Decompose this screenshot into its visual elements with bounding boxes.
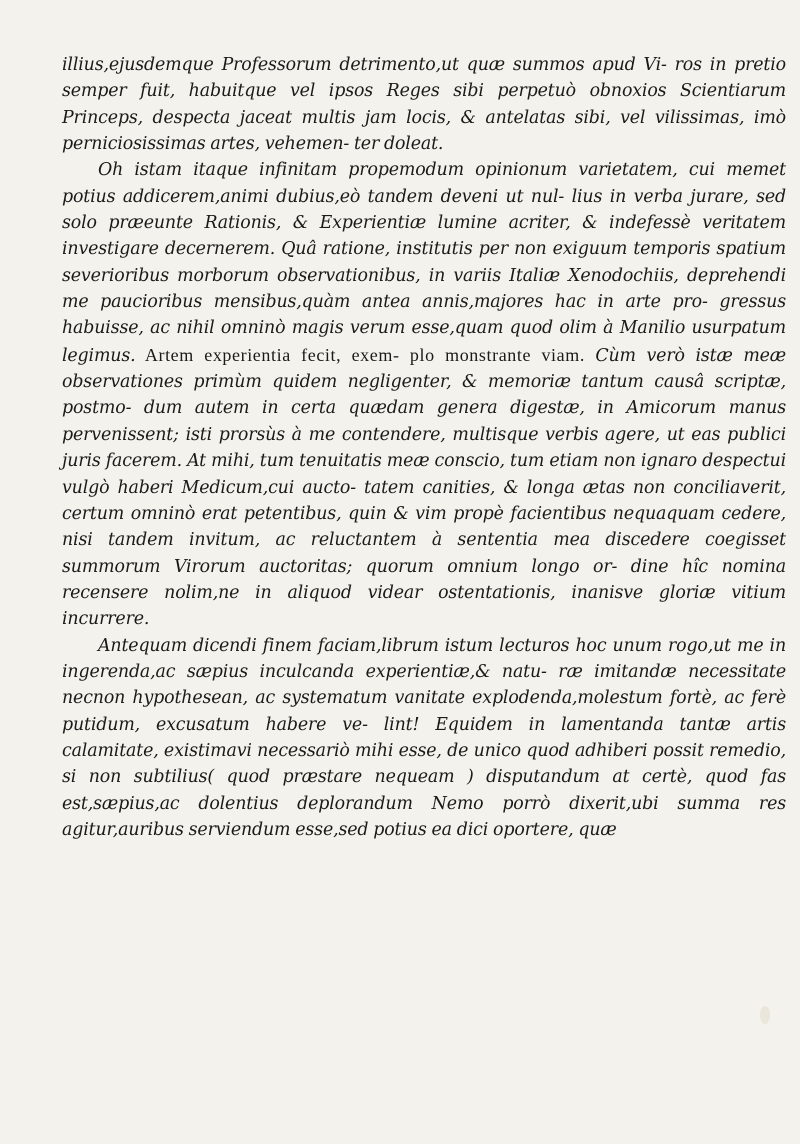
body-text	[62, 52, 786, 843]
paragraph-2-quote: Artem experientia fecit, exem- plo monstrante viam.	[135, 344, 596, 365]
paragraph-1-text: illius,ejusdemque Professorum detrimento,ut quæ summos apud Vi- ros in pretio semper fuit, habuitque vel ipsos Reges sibi perpetuò obnoxios Scientiarum Princeps, despecta jaceat multis jam locis, & antelatas sibi, vel vilissimas, imò perniciosissimas artes, vehemen- ter doleat.	[62, 55, 786, 155]
paragraph-1	[62, 52, 786, 157]
paragraph-3	[62, 633, 786, 844]
paragraph-3-text: Antequam dicendi finem faciam,librum istum lecturos hoc unum rogo,ut me in ingerenda,ac sæpius inculcanda experientiæ,& natu- ræ imitandæ necessitate necnon hypothesean, ac systematum vanitate explodenda,molestum fortè, ac ferè putidum, excusatum habere ve- lint! Equidem in lamentanda tantæ artis calamitate, existimavi necessariò mihi esse, de unico quod adhiberi possit remedio, si non subtilius( quod præstare nequeam ) disputandum at certè, quod fas est,sæpius,ac dolentius deplorandum Nemo porrò dixerit,ubi summa res agitur,auribus serviendum esse,sed potius ea dici oportere, quæ	[62, 635, 786, 840]
paragraph-2-text-b: Cùm verò istæ meæ observationes primùm quidem negligenter, & memoriæ tantum causâ scriptæ, postmo- dum autem in certa quædam genera digestæ, in Amicorum manus pervenissent; isti prorsùs à me contendere, multisque verbis agere, ut eas publici juris facerem. At mihi, tum tenuitatis meæ conscio, tum etiam non ignaro despectui vulgò haberi Medicum,cui aucto- tatem canities, & longa ætas non conciliaverit, certum omninò erat petentibus, quin & vim propè facientibus nequaquam cedere, nisi tandem invitum, ac reluctantem à sententia mea discedere coegisset summorum Virorum auctoritas; quorum omnium longo or- dine hîc nomina recensere nolim,ne in aliquod videar ostentationis, inanisve gloriæ vitium incurrere.	[62, 345, 786, 630]
paragraph-2	[62, 157, 786, 632]
paragraph-2-text-a: Oh istam itaque infinitam propemodum opinionum varietatem, cui memet potius addicerem,animi dubius,eò tandem deveni ut nul- lius in verba jurare, sed solo præeunte Rationis, & Experientiæ lumine acriter, & indefessè veritatem investigare decernerem. Quâ ratione, institutis per non exiguum temporis spatium severioribus morborum observationibus, in variis Italiæ Xenodochiis, deprehendi me paucioribus mensibus,quàm antea annis,majores hac in arte pro- gressus habuisse, ac nihil omninò magis verum esse,quam quod olim à Manilio usurpatum legimus.	[62, 160, 786, 366]
paper-stain	[760, 1006, 770, 1024]
